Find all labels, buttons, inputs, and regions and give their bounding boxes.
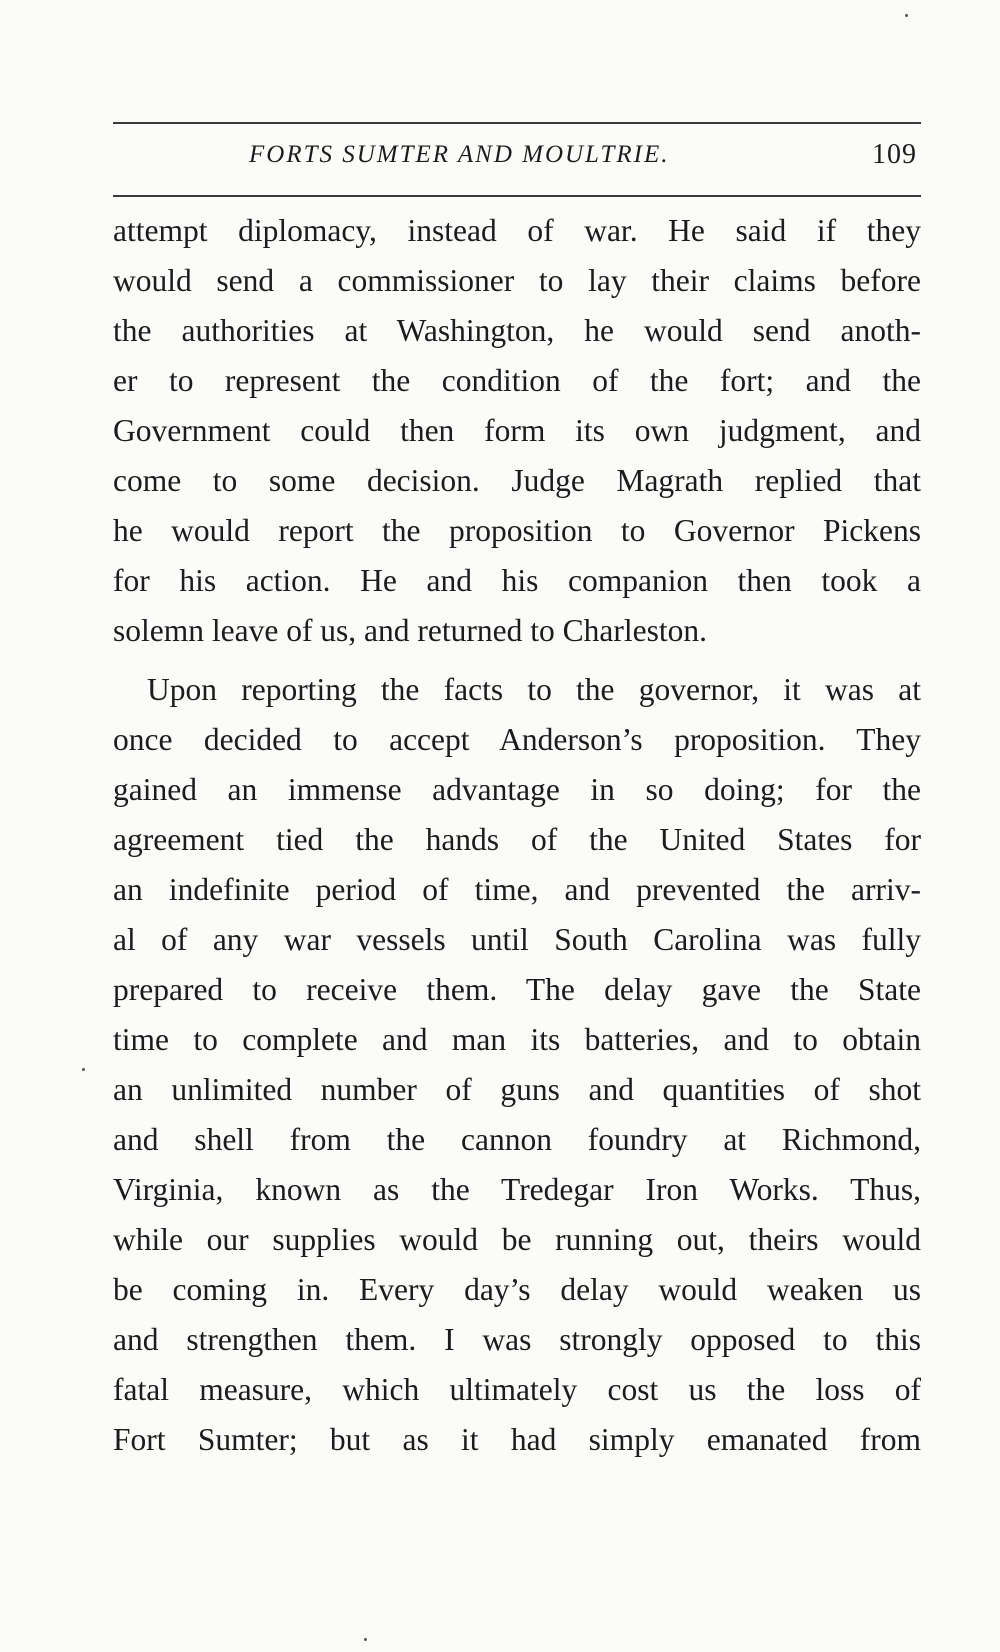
text-line: gained an immense advantage in so doing; for the xyxy=(113,772,921,807)
page-number: 109 xyxy=(872,139,917,170)
paper-speck xyxy=(82,1068,85,1071)
text-line: prepared to receive them. The delay gave the State xyxy=(113,972,921,1007)
paragraph-2 xyxy=(113,665,921,1465)
text-line: an indefinite period of time, and prevented the arriv- xyxy=(113,872,921,907)
header-rule-top xyxy=(113,122,921,124)
text-line: an unlimited number of guns and quantities of shot xyxy=(113,1072,921,1107)
header-rule-bottom xyxy=(113,195,921,197)
text-line: time to complete and man its batteries, and to obtain xyxy=(113,1022,921,1057)
text-line: Upon reporting the facts to the governor, it was at xyxy=(147,672,921,707)
text-line: and strengthen them. I was strongly opposed to this xyxy=(113,1322,921,1357)
paragraph-gap xyxy=(113,656,921,665)
text-line: he would report the proposition to Governor Pickens xyxy=(113,513,921,548)
text-line: and shell from the cannon foundry at Richmond, xyxy=(113,1122,921,1157)
paragraph-1 xyxy=(113,206,921,656)
text-line: solemn leave of us, and returned to Charleston. xyxy=(113,613,707,648)
text-line: fatal measure, which ultimately cost us the loss of xyxy=(113,1372,921,1407)
text-line: be coming in. Every day’s delay would weaken us xyxy=(113,1272,921,1307)
text-line: for his action. He and his companion then took a xyxy=(113,563,921,598)
text-line: al of any war vessels until South Carolina was fully xyxy=(113,922,921,957)
text-line: Virginia, known as the Tredegar Iron Works. Thus, xyxy=(113,1172,921,1207)
running-head xyxy=(113,137,921,181)
paper-speck xyxy=(905,14,908,17)
text-line: the authorities at Washington, he would send anoth- xyxy=(113,313,921,348)
text-line: attempt diplomacy, instead of war. He said if they xyxy=(113,213,921,248)
text-line: once decided to accept Anderson’s proposition. They xyxy=(113,722,921,757)
text-line: Government could then form its own judgment, and xyxy=(113,413,921,448)
text-line: er to represent the condition of the fort; and the xyxy=(113,363,921,398)
body-text xyxy=(113,206,921,1465)
text-line: come to some decision. Judge Magrath replied that xyxy=(113,463,921,498)
text-line: Fort Sumter; but as it had simply emanated from xyxy=(113,1422,921,1457)
paper-speck xyxy=(364,1638,367,1641)
text-line: agreement tied the hands of the United States for xyxy=(113,822,921,857)
text-line: would send a commissioner to lay their claims before xyxy=(113,263,921,298)
running-title: FORTS SUMTER AND MOULTRIE. xyxy=(249,141,670,168)
text-line: while our supplies would be running out, theirs would xyxy=(113,1222,921,1257)
